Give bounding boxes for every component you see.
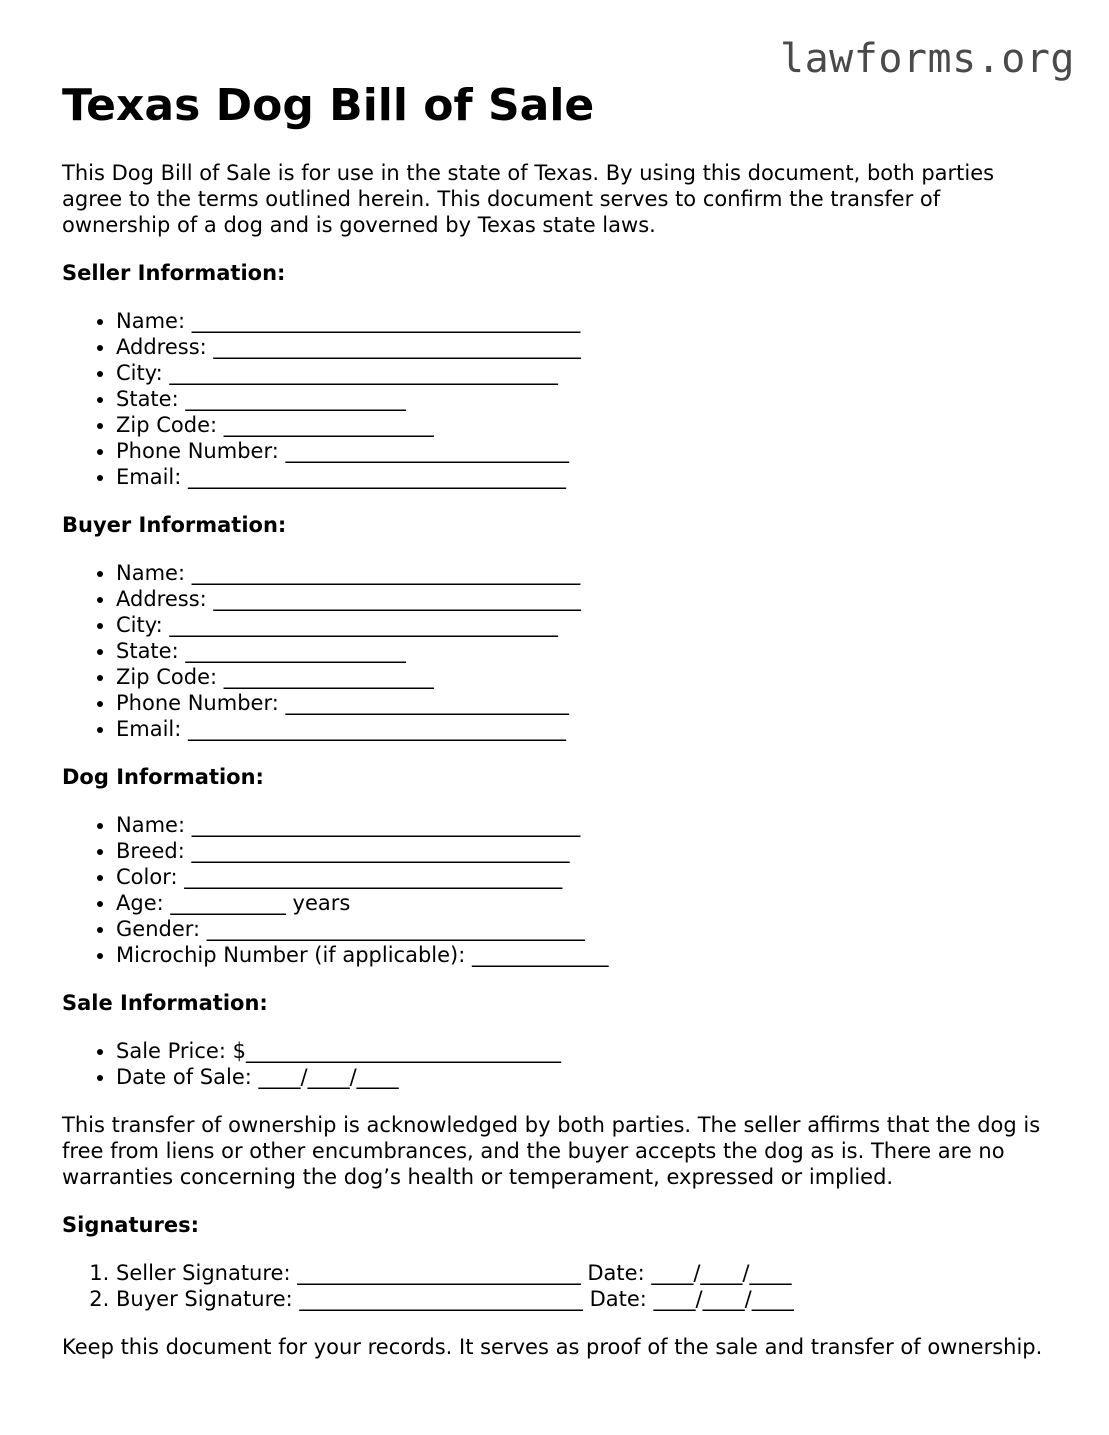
buyer-signature-field[interactable]: 2. Buyer Signature: ___________________________ Date: ____/____/____ — [116, 1286, 1052, 1312]
page-title: Texas Dog Bill of Sale — [62, 80, 595, 131]
seller-section-heading: Seller Information: — [62, 261, 286, 285]
dog-breed-field[interactable]: • Breed: ____________________________________ — [116, 838, 1052, 864]
dog-fields-list — [62, 812, 1052, 968]
buyer-state-field[interactable]: • State: _____________________ — [116, 638, 1052, 664]
seller-fields-list — [62, 308, 1052, 490]
intro-paragraph: This Dog Bill of Sale is for use in the state of Texas. By using this document, both parties agree to the terms outlined herein. This document serves to confirm the transfer of ownership of a dog and is governed by Texas state laws. — [62, 161, 995, 237]
seller-signature-field[interactable]: 1. Seller Signature: ___________________________ Date: ____/____/____ — [116, 1260, 1052, 1286]
buyer-city-field[interactable]: • City: _____________________________________ — [116, 612, 1052, 638]
seller-phone-field[interactable]: • Phone Number: ___________________________ — [116, 438, 1052, 464]
seller-address-field[interactable]: • Address: ___________________________________ — [116, 334, 1052, 360]
dog-section-heading: Dog Information: — [62, 765, 264, 789]
seller-email-field[interactable]: • Email: ____________________________________ — [116, 464, 1052, 490]
document-body — [62, 160, 1052, 1360]
signatures-list — [62, 1260, 1052, 1312]
dog-gender-field[interactable]: • Gender: ____________________________________ — [116, 916, 1052, 942]
seller-zip-field[interactable]: • Zip Code: ____________________ — [116, 412, 1052, 438]
buyer-phone-field[interactable]: • Phone Number: ___________________________ — [116, 690, 1052, 716]
buyer-address-field[interactable]: • Address: ___________________________________ — [116, 586, 1052, 612]
sale-date-field[interactable]: • Date of Sale: ____/____/____ — [116, 1064, 1052, 1090]
seller-state-field[interactable]: • State: _____________________ — [116, 386, 1052, 412]
acknowledgment-paragraph: This transfer of ownership is acknowledged by both parties. The seller affirms that the dog is free from liens or other encumbrances, and the buyer accepts the dog as is. There are no warranties concerning the dog’s health or temperament, expressed or implied. — [62, 1113, 1041, 1189]
seller-city-field[interactable]: • City: _____________________________________ — [116, 360, 1052, 386]
buyer-name-field[interactable]: • Name: _____________________________________ — [116, 560, 1052, 586]
dog-microchip-field[interactable]: • Microchip Number (if applicable): _____________ — [116, 942, 1052, 968]
buyer-email-field[interactable]: • Email: ____________________________________ — [116, 716, 1052, 742]
closing-paragraph: Keep this document for your records. It serves as proof of the sale and transfer of ownership. — [62, 1335, 1043, 1359]
buyer-section-heading: Buyer Information: — [62, 513, 287, 537]
watermark-logo: lawforms.org — [780, 36, 1075, 82]
sale-section-heading: Sale Information: — [62, 991, 268, 1015]
dog-name-field[interactable]: • Name: _____________________________________ — [116, 812, 1052, 838]
signatures-section-heading: Signatures: — [62, 1213, 199, 1237]
dog-color-field[interactable]: • Color: ____________________________________ — [116, 864, 1052, 890]
buyer-fields-list — [62, 560, 1052, 742]
sale-price-field[interactable]: • Sale Price: $______________________________ — [116, 1038, 1052, 1064]
seller-name-field[interactable]: • Name: _____________________________________ — [116, 308, 1052, 334]
sale-fields-list — [62, 1038, 1052, 1090]
buyer-zip-field[interactable]: • Zip Code: ____________________ — [116, 664, 1052, 690]
dog-age-field[interactable]: • Age: ___________ years — [116, 890, 1052, 916]
